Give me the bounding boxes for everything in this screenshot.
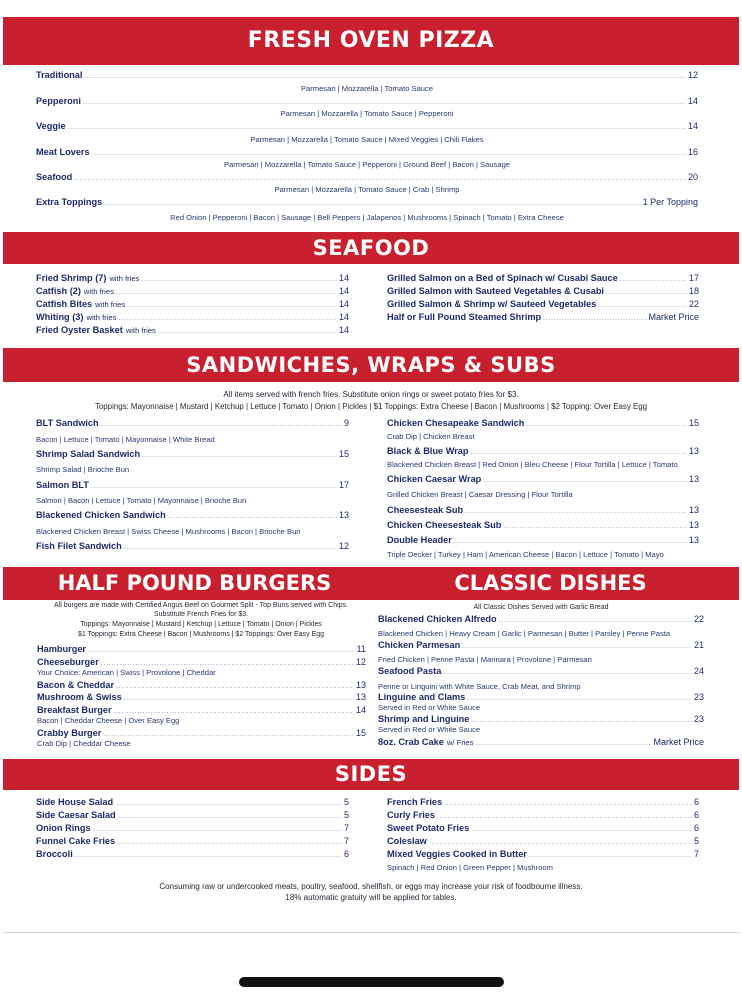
sandwiches-toppings: Toppings: Mayonnaise | Mustard | Ketchup | Lettuce | Tomato | Onion | Pickles | $1 Toppings: Extra Cheese | Bacon | Mushrooms | $2 Topping: Over Easy Egg [94, 402, 648, 411]
menu-item: Fried Oyster Basket with fries ..... 14 [36, 325, 349, 338]
item-description: Parmesan | Mozzarella | Tomato Sauce | Pepperoni | Ground Beef | Bacon | Sausage [223, 160, 511, 169]
menu-item: Traditional ..... 12 [36, 70, 698, 83]
menu-item: Onion Rings ..... 7 [36, 823, 349, 836]
menu-item: Sweet Potato Fries ..... 6 [387, 823, 699, 836]
menu-item: 8oz. Crab Cake w/ Fries ..... Market Price [378, 737, 704, 750]
menu-item: Seafood Pasta ..... 24 [378, 666, 704, 679]
burgers-note: All burgers are made with Certified Angus Beef on Gourmet Split - Top Buns served with Chips. [53, 602, 348, 609]
menu-item: Whiting (3) with fries ..... 14 [36, 312, 349, 325]
menu-item: Pepperoni ..... 14 [36, 96, 698, 109]
menu-item: BLT Sandwich ..... 9 [36, 418, 349, 431]
menu-item: Extra Toppings ..... 1 Per Topping [36, 197, 698, 210]
menu-item: Catfish (2) with fries ..... 14 [36, 286, 349, 299]
item-description: Blackened Chicken Breast | Red Onion | Bleu Cheese | Flour Tortilla | Lettuce | Tomato [387, 460, 678, 469]
menu-item: Breakfast Burger ..... 14 [37, 705, 366, 718]
item-description: Bacon | Lettuce | Tomato | Mayonnaise | White Bread [36, 435, 215, 444]
menu-item: Grilled Salmon on a Bed of Spinach w/ Cusabi Sauce ..... 17 [387, 273, 699, 286]
item-description: Blackened Chicken Breast | Swiss Cheese | Mushrooms | Bacon | Brioche Bun [36, 527, 301, 536]
menu-item: Chicken Chesapeake Sandwich ..... 15 [387, 418, 699, 431]
menu-item: Chicken Parmesan ..... 21 [378, 640, 704, 653]
menu-item: Blackened Chicken Alfredo ..... 22 [378, 614, 704, 627]
menu-item: Mushroom & Swiss ..... 13 [37, 692, 366, 705]
menu-item: Chicken Cheesesteak Sub ..... 13 [387, 520, 699, 533]
menu-item: Crabby Burger ..... 15 [37, 728, 366, 741]
item-description: Shrimp Salad | Brioche Bun [36, 465, 130, 474]
menu-item: Grilled Salmon with Sauteed Vegetables & Cusabi ..... 18 [387, 286, 699, 299]
menu-item: Shrimp and Linguine ..... 23 [378, 714, 704, 727]
menu-item: Mixed Veggies Cooked in Butter ..... 7 [387, 849, 699, 862]
sides-header: SIDES [3, 759, 739, 790]
sandwiches-note: All items served with french fries. Substitute onion rings or sweet potato fries for $3. [223, 390, 519, 399]
burgers-note: Toppings: Mayonnaise | Mustard | Ketchup | Lettuce | Tomato | Onion | Pickles [80, 621, 322, 628]
pizza-header: FRESH OVEN PIZZA [3, 17, 739, 65]
menu-item: Grilled Salmon & Shrimp w/ Sauteed Vegetables ..... 22 [387, 299, 699, 312]
menu-item: Meat Lovers ..... 16 [36, 147, 698, 160]
classic-note: All Classic Dishes Served with Garlic Bread [473, 604, 609, 611]
item-description: Served in Red or White Sauce [378, 703, 481, 712]
menu-item: Catfish Bites with fries ..... 14 [36, 299, 349, 312]
sandwiches-header: SANDWICHES, WRAPS & SUBS [3, 348, 739, 382]
item-description: Crab Dip | Cheddar Cheese [37, 739, 131, 748]
menu-item: Veggie ..... 14 [36, 121, 698, 134]
item-description: Penne or Linguini with White Sauce, Crab Meat, and Shrimp [378, 682, 581, 691]
menu-item: Funnel Cake Fries ..... 7 [36, 836, 349, 849]
menu-item: Chicken Caesar Wrap ..... 13 [387, 474, 699, 487]
burgers-note: Substitute French Fries for $3. [153, 611, 249, 618]
item-description: Spinach | Red Onion | Green Pepper | Mushroom [387, 863, 553, 872]
item-description: Parmesan | Mozzarella | Tomato Sauce | Pepperoni [280, 109, 454, 118]
item-description: Bacon | Cheddar Cheese | Over Easy Egg [37, 716, 180, 725]
menu-item: Half or Full Pound Steamed Shrimp ..... Market Price [387, 312, 699, 325]
item-description: Your Choice: American | Swiss | Provolone | Cheddar [37, 668, 216, 677]
item-description: Fried Chicken | Penne Pasta | Marinara | Provolone | Parmesan [378, 655, 592, 664]
menu-item: French Fries ..... 6 [387, 797, 699, 810]
item-description: Grilled Chicken Breast | Caesar Dressing | Flour Tortilla [387, 490, 573, 499]
menu-item: Bacon & Cheddar ..... 13 [37, 680, 366, 693]
menu-item: Cheesesteak Sub ..... 13 [387, 505, 699, 518]
menu-item: Cheeseburger ..... 12 [37, 657, 366, 670]
menu-item: Black & Blue Wrap ..... 13 [387, 446, 699, 459]
item-description: Parmesan | Mozzarella | Tomato Sauce | Crab | Shrimp [274, 185, 460, 194]
menu-item: Blackened Chicken Sandwich ..... 13 [36, 510, 349, 523]
menu-item: Side Caesar Salad ..... 5 [36, 810, 349, 823]
classic-title: CLASSIC DISHES [454, 571, 647, 595]
item-description: Blackened Chicken | Heavy Cream | Garlic | Parmesan | Butter | Parsley | Penne Pasta [378, 629, 671, 638]
menu-item: Fried Shrimp (7) with fries ..... 14 [36, 273, 349, 286]
item-description: Parmesan | Mozzarella | Tomato Sauce | Mixed Veggies | Chili Flakes [250, 135, 484, 144]
menu-item: Seafood ..... 20 [36, 172, 698, 185]
menu-item: Coleslaw ..... 5 [387, 836, 699, 849]
item-description: Triple Decker | Turkey | Ham | American Cheese | Bacon | Lettuce | Tomato | Mayo [387, 550, 664, 559]
item-description: Salmon | Bacon | Lettuce | Tomato | Mayonnaise | Brioche Bun [36, 496, 247, 505]
menu-item: Side House Salad ..... 5 [36, 797, 349, 810]
menu-item: Linguine and Clams ..... 23 [378, 692, 704, 705]
menu-item: Hamburger ..... 11 [37, 644, 366, 657]
menu-item: Shrimp Salad Sandwich ..... 15 [36, 449, 349, 462]
item-description: Red Onion | Pepperoni | Bacon | Sausage | Bell Peppers | Jalapenos | Mushrooms | Spinach | Tomato | Extra Cheese [170, 213, 564, 222]
home-indicator[interactable] [239, 977, 504, 987]
menu-item: Broccoli ..... 6 [36, 849, 349, 862]
menu-item: Double Header ..... 13 [387, 535, 699, 548]
burgers-note: $1 Toppings: Extra Cheese | Bacon | Mushrooms | $2 Toppings: Over Easy Egg [77, 631, 325, 638]
menu-item: Salmon BLT ..... 17 [36, 480, 349, 493]
food-warning: Consuming raw or undercooked meats, poultry, seafood, shellfish, or eggs may increase your risk of foodbourne illness. [159, 882, 583, 891]
seafood-header: SEAFOOD [3, 232, 739, 264]
burgers-title: HALF POUND BURGERS [57, 571, 332, 595]
item-description: Served in Red or White Sauce [378, 725, 481, 734]
menu-page [3, 0, 739, 933]
item-description: Crab Dip | Chicken Breast [387, 432, 475, 441]
menu-item: Fish Filet Sandwich ..... 12 [36, 541, 349, 554]
gratuity-note: 18% automatic gratuity will be applied for tables. [285, 893, 457, 902]
menu-item: Curly Fries ..... 6 [387, 810, 699, 823]
item-description: Parmesan | Mozzarella | Tomato Sauce [300, 84, 434, 93]
